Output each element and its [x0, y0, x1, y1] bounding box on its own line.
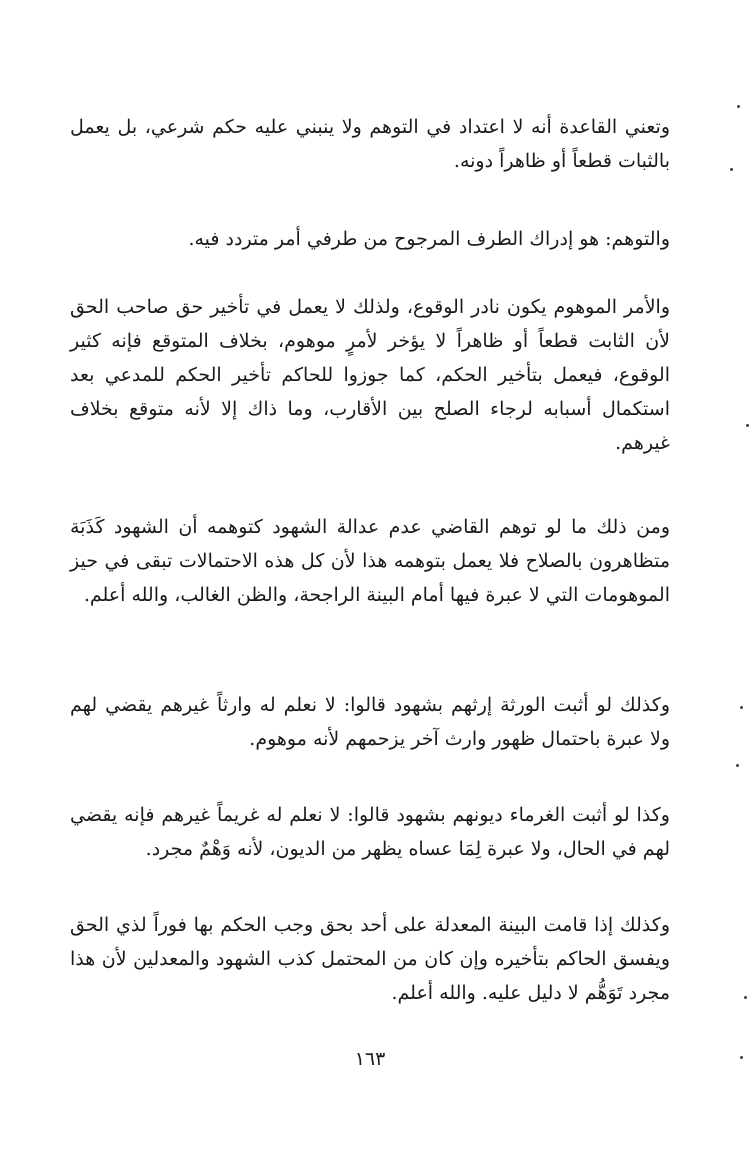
document-page	[70, 110, 670, 1120]
paragraph-evidence-example: وكذلك إذا قامت البينة المعدلة على أحد بحق وجب الحكم بها فوراً لذي الحق ويفسق الحاكم بتأخيره وإن كان من المحتمل كذب الشهود والمعدلين لأن هذا مجرد تَوَهُّم لا دليل عليه. والله أعلم.	[70, 914, 670, 1004]
scan-speck	[746, 424, 749, 427]
paragraph-rule-meaning: وتعني القاعدة أنه لا اعتداد في التوهم ولا ينبني عليه حكم شرعي، بل يعمل بالثبات قطعاً أو ظاهراً دونه.	[70, 116, 670, 172]
scan-speck	[740, 706, 743, 709]
scan-speck	[730, 168, 733, 171]
paragraph-judge-example: ومن ذلك ما لو توهم القاضي عدم عدالة الشهود كتوهمه أن الشهود كَذَبَة متظاهرون بالصلاح فلا يعمل بتوهمه هذا لأن كل هذه الاحتمالات تبقى في حيز الموهومات التي لا عبرة فيها أمام البينة الراجحة، والظن الغالب، والله أعلم.	[70, 516, 670, 606]
scan-speck	[737, 105, 740, 108]
page-number: ١٦٣	[354, 1048, 386, 1070]
paragraph-rare-matter: والأمر الموهوم يكون نادر الوقوع، ولذلك لا يعمل في تأخير حق صاحب الحق لأن الثابت قطعاً أو ظاهراً لا يؤخر لأمرٍ موهوم، بخلاف المتوقع فإنه كثير الوقوع، فيعمل بتأخير الحكم، كما جوزوا للحاكم تأخير الحكم للمدعي بعد استكمال أسبابه لرجاء الصلح بين الأقارب، وما ذاك إلا لأنه متوقع بخلاف غيرهم.	[70, 296, 670, 454]
scan-speck	[740, 1056, 743, 1059]
paragraph-heirs-example: وكذلك لو أثبت الورثة إرثهم بشهود قالوا: لا نعلم له وارثاً غيرهم يقضي لهم ولا عبرة باحتمال ظهور وارث آخر يزحمهم لأنه موهوم.	[70, 694, 670, 750]
paragraph-definition: والتوهم: هو إدراك الطرف المرجوح من طرفي أمر متردد فيه.	[188, 228, 670, 250]
paragraph-creditors-example: وكذا لو أثبت الغرماء ديونهم بشهود قالوا: لا نعلم له غريماً غيرهم فإنه يقضي لهم في الحال، ولا عبرة لِمَا عساه يظهر من الديون، لأنه وَهْمٌ مجرد.	[70, 804, 670, 860]
scan-speck	[744, 996, 747, 999]
scan-speck	[736, 764, 739, 767]
